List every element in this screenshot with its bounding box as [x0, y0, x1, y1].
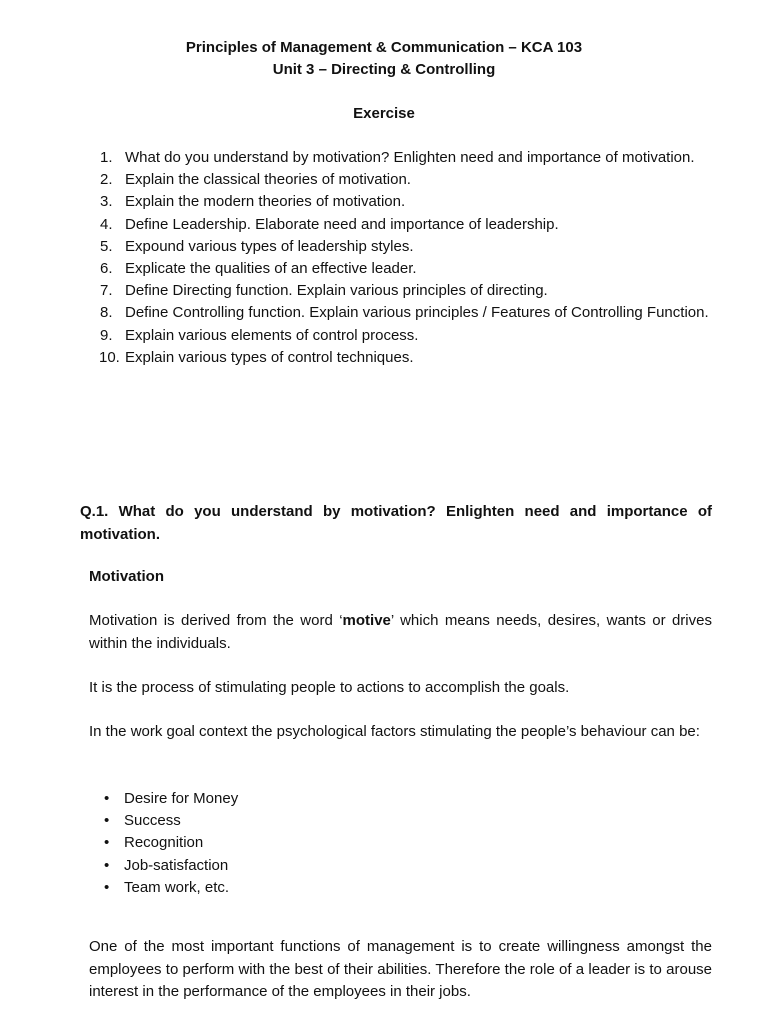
exercise-item-number: 1.	[100, 149, 113, 166]
exercise-item-text: What do you understand by motivation? Enlighten need and importance of motivation.	[125, 149, 695, 166]
paragraph-text: Motivation is derived from the word ‘	[89, 612, 343, 629]
exercise-item-number: 10.	[99, 348, 120, 366]
exercise-item-text: Define Leadership. Elaborate need and importance of leadership.	[125, 215, 559, 233]
exercise-item-text: Define Controlling function. Explain various principles / Features of Controlling Function.	[125, 304, 709, 322]
paragraph-text: ’ which means needs, desires, wants or drives within the individuals.	[89, 612, 712, 652]
exercise-item-text: Explicate the qualities of an effective leader.	[125, 260, 417, 278]
exercise-item	[100, 325, 712, 347]
exercise-item-number: 7.	[100, 282, 113, 300]
exercise-item-number: 2.	[100, 171, 113, 189]
section-heading-motivation: Motivation	[89, 568, 164, 585]
paragraph-psychological-factors: In the work goal context the psychological factors stimulating the people’s behaviour can be:	[89, 723, 700, 740]
exercise-list	[100, 147, 712, 369]
bullet-icon: •	[104, 878, 110, 896]
paragraph-motivation-process: It is the process of stimulating people to actions to accomplish the goals.	[89, 679, 570, 696]
keyword-motive: motive	[342, 612, 391, 629]
exercise-item	[100, 258, 712, 280]
exercise-item-text: Define Directing function. Explain various principles of directing.	[125, 282, 548, 300]
bullet-icon: •	[104, 856, 110, 874]
list-item-text: Success	[124, 812, 181, 830]
bullet-icon: •	[104, 790, 110, 807]
list-item-text: Team work, etc.	[124, 878, 230, 896]
exercise-item	[100, 191, 712, 213]
list-item	[104, 855, 238, 877]
exercise-item-text: Explain the classical theories of motivation.	[125, 171, 411, 189]
exercise-item-text: Explain various types of control techniques.	[125, 348, 414, 366]
paragraph-management-role: One of the most important functions of management is to create willingness amongst the employees to perform with the best of their abilities. Therefore the role of a leader is to arouse interest in the performance of the employees in their jobs.	[89, 938, 712, 1000]
exercise-item	[100, 280, 712, 302]
exercise-item	[100, 147, 712, 169]
exercise-item	[100, 236, 712, 258]
question-heading: Q.1. What do you understand by motivation? Enlighten need and importance of motivation.	[80, 503, 712, 543]
exercise-item-text: Explain the modern theories of motivation.	[125, 193, 406, 211]
exercise-item-number: 5.	[100, 237, 113, 255]
document-subtitle: Unit 3 – Directing & Controlling	[272, 61, 496, 78]
exercise-item-number: 6.	[100, 260, 113, 278]
list-item	[104, 877, 238, 899]
exercise-item-number: 9.	[100, 326, 113, 344]
list-item	[104, 810, 238, 832]
bullet-icon: •	[104, 812, 110, 830]
exercise-item-text: Explain various elements of control process.	[125, 326, 419, 344]
exercise-item	[100, 347, 712, 369]
document-title: Principles of Management & Communication – KCA 103	[185, 39, 583, 56]
list-item-text: Recognition	[124, 834, 204, 852]
exercise-item-number: 3.	[100, 193, 113, 211]
exercise-item	[100, 169, 712, 191]
exercise-item	[100, 302, 712, 324]
exercise-item	[100, 214, 712, 236]
exercise-item-number: 8.	[100, 304, 113, 322]
exercise-heading: Exercise	[353, 105, 415, 122]
list-item-text: Desire for Money	[124, 790, 239, 807]
list-item-text: Job-satisfaction	[124, 856, 229, 874]
exercise-item-number: 4.	[100, 215, 113, 233]
exercise-item-text: Expound various types of leadership styles.	[125, 237, 414, 255]
paragraph-motivation-definition	[89, 610, 712, 655]
factor-bullet-list	[104, 788, 238, 899]
list-item	[104, 832, 238, 854]
bullet-icon: •	[104, 834, 110, 852]
list-item	[104, 788, 238, 810]
